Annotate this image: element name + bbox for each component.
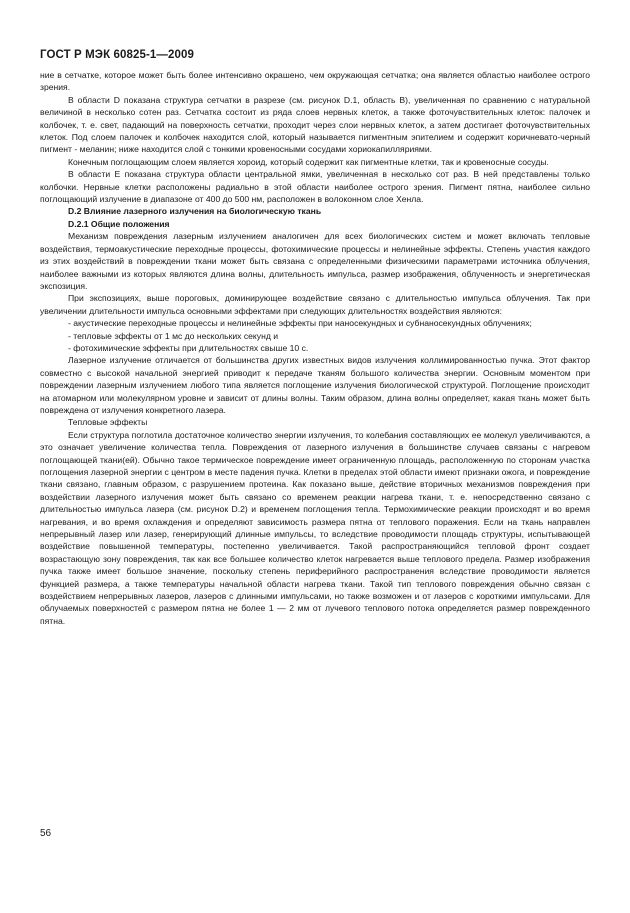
paragraph: Механизм повреждения лазерным излучением аналогичен для всех биологических систем и может включать тепловые воздействия, термоакустические переходные процессы, фотохимические процессы и нелинейные эффекты. Степень участия каждого из этих воздействий в повреждении ткани может быть связана с определенными физическими параметрами источника облучения, наиболее важными из которых являются длина волны, длительность импульса, размер изображения, облученность и энергетическая экспозиция. [40, 231, 590, 291]
paragraph: В области D показана структура сетчатки в разрезе (см. рисунок D.1, область В), увеличенная по сравнению с натуральной величиной в несколько сотен раз. Сетчатка состоит из ряда слоев нервных клеток, а также фоточувствительных клеток: палочек и колбочек, т. е. свет, падающий на поверхность сетчатки, проходит через слои нервных клеток, а затем достигает фоточувствительных клеток. Под слоем палочек и колбочек находится слой, который называется пигментным эпителием и содержит коричневато-черный пигмент - меланин; ниже находится слой с тонкими кровеносными сосудами хориокапилляриями. [40, 94, 590, 155]
paragraph: Лазерное излучение отличается от большинства других известных видов излучения коллимированностью пучка. Этот фактор совместно с высокой начальной энергией приводит к передаче тканям большого количества энергии. Основным моментом при повреждении лазерным излучением любого типа является поглощение излучения биологической структурой. Поглощение происходит на атомарном или молекулярном уровне и зависит от длины волны. Таким образом, длина волны определяет, какая ткань может быть повреждена от излучения конкретного лазера. [40, 355, 590, 415]
paragraph: Тепловые эффекты [68, 417, 148, 428]
subsection-heading: D.2.1 Общие положения [68, 218, 170, 229]
paragraph: Конечным поглощающим слоем является хороид, который содержит как пигментные клетки, так и кровеносные сосуды. [68, 156, 549, 167]
document-header: ГОСТ Р МЭК 60825-1—2009 [40, 49, 194, 61]
paragraph: ние в сетчатке, которое может быть более интенсивно окрашено, чем окружающая сетчатка; она является областью наиболее острого зрения. [40, 70, 590, 93]
paragraph: Если структура поглотила достаточное количество энергии излучения, то колебания составляющих ее молекул увеличиваются, а это означает увеличение количества тепла. Повреждения от лазерного излучения в большинстве случаев связаны с нагревом поглощающей ткани(ей). Обычно такое термическое повреждение имеет ограниченную площадь, расположенную по сторонам участка поглощения лазерной энергии с центром в месте падения пучка. Клетки в пределах этой области имеют признаки ожога, и повреждение ткани связано, главным образом, с разрушением протеина. Как показано выше, действие вторичных механизмов повреждения при воздействии лазерного излучения может быть связано со временем реакции нагрева ткани, т. е. непосредственно связано с длительностью импульса лазера (см. рисунок D.2) и временем поглощения тепла. Термохимические реакции происходят и во время нагревания, и во время охлаждения и определяют зависимость размера пятна от теплового поражения. Если на ткань направлен непрерывный лазер или лазер, генерирующий длинные импульсы, то вследствие проводимости площадь структуры, испытывающей воздействие повышенной температуры, постепенно увеличивается. Такой распространяющийся тепловой фронт создает возрастающую зону повреждения, так как все большее количество клеток нагревается выше теплового предела. Размер изображения пучка также имеет большое значение, поскольку степень периферийного распространения вследствие проводимости является функцией размера, а также температуры начальной области нагрева ткани. Такой тип теплового повреждения обычно связан с воздействием непрерывных лазеров, лазеров с длинными импульсами, но также возможен и от лазеров с короткими импульсами. Для облучаемых поверхностей с размером пятна не более 1 — 2 мм от лучевого теплового потока определяется размер поврежденного пятна. [40, 429, 590, 626]
list-item: - акустические переходные процессы и нелинейные эффекты при наносекундных и субнаносекундных облучениях; [68, 318, 532, 329]
paragraph: В области Е показана структура области центральной ямки, увеличенная в несколько сот раз. В ней представлены только колбочки. Нервные клетки расположены радиально в этой области наиболее острого зрения. Пигмент пятна, наиболее сильно поглощающий излучение в диапазоне от 400 до 500 нм, расположен в волоконном слое Хенла. [40, 169, 590, 205]
paragraph: При экспозициях, выше пороговых, доминирующее воздействие связано с длительностью импульса облучения. Так при увеличении длительности импульса основными эффектами при следующих длительностях воздействия являются: [40, 293, 590, 316]
document-body [40, 69, 590, 627]
page-number: 56 [40, 828, 52, 839]
list-item: - фотохимические эффекты при длительностях свыше 10 с. [68, 342, 309, 353]
section-heading: D.2 Влияние лазерного излучения на биологическую ткань [68, 206, 322, 217]
list-item: - тепловые эффекты от 1 мс до нескольких секунд и [68, 330, 279, 341]
